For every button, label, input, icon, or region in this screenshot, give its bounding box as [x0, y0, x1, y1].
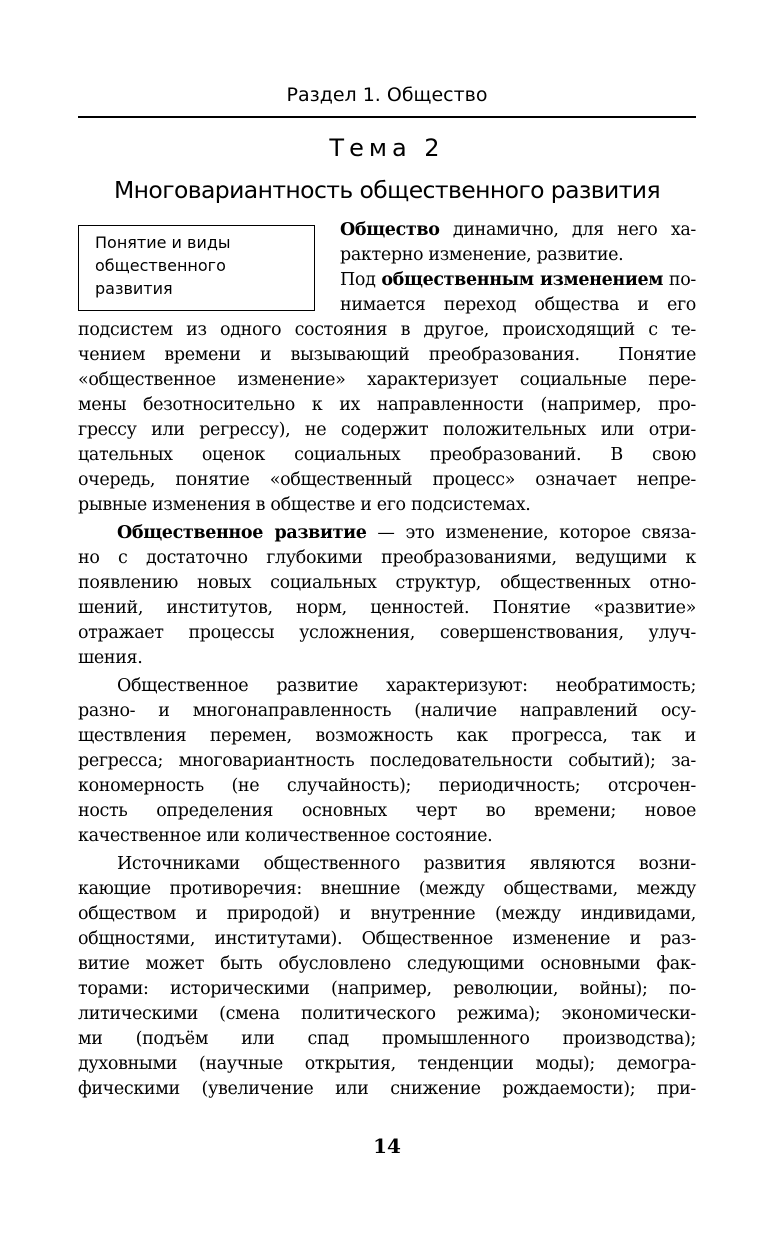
body-line: «общественное изменение» характеризует социальные пере- [78, 370, 696, 390]
bold-term: Общество [340, 220, 440, 240]
body-line: отражает процессы усложнения, совершенствования, улуч- [78, 623, 696, 643]
body-line: кономерность (не случайность); периодичность; отсрочен- [78, 776, 696, 796]
body-line [117, 521, 696, 545]
body-line: появлению новых социальных структур, общественных отно- [78, 573, 696, 593]
body-line: но с достаточно глубокими преобразованиями, ведущими к [78, 548, 696, 568]
body-line: ществления перемен, возможность как прогресса, так и [78, 726, 696, 746]
header-rule [78, 116, 696, 118]
body-line: ми (подъём или спад промышленного производства); [78, 1029, 696, 1049]
body-line: витие может быть обусловлено следующими основными фак- [78, 954, 696, 974]
body-line: цательных оценок социальных преобразований. В свою [78, 445, 696, 465]
body-line: кающие противоречия: внешние (между обществами, между [78, 879, 696, 899]
body-line: общностями, институтами). Общественное изменение и раз- [78, 929, 696, 949]
body-line: шений, институтов, норм, ценностей. Понятие «развитие» [78, 598, 696, 618]
body-line: Общественное развитие характеризуют: необратимость; [117, 676, 696, 696]
body-line: нимается переход общества и его [340, 295, 696, 315]
margin-note-line: развития [95, 279, 173, 298]
body-line: очередь, понятие «общественный процесс» означает непре- [78, 470, 696, 490]
body-line: мены безотносительно к их направленности (например, про- [78, 395, 696, 415]
body-line: рывные изменения в обществе и его подсистемах. [78, 495, 531, 515]
bold-term: общественным изменением [381, 270, 664, 290]
body-line: литическими (смена политического режима); экономически- [78, 1004, 696, 1024]
body-line: грессу или регрессу), не содержит положительных или отри- [78, 420, 696, 440]
body-line: подсистем из одного состояния в другое, происходящий с те- [78, 320, 696, 340]
body-line: Источниками общественного развития являются возни- [117, 854, 696, 874]
page-number: 14 [373, 1134, 401, 1158]
body-line: обществом и природой) и внутренние (между индивидами, [78, 904, 696, 924]
topic-number: Тема 2 [329, 134, 445, 162]
body-line: торами: историческими (например, революции, войны); по- [78, 979, 696, 999]
body-text: — это изменение, которое связа- [366, 523, 696, 543]
body-line: духовными (научные открытия, тенденции моды); демогра- [78, 1054, 696, 1074]
margin-note-line: Понятие и виды [95, 233, 231, 252]
body-line: шения. [78, 648, 143, 668]
topic-title: Многовариантность общественного развития [113, 176, 661, 204]
body-line [340, 218, 696, 242]
body-line: регресса; многовариантность последовательности событий); за- [78, 751, 696, 771]
margin-note-box [78, 225, 315, 311]
body-line: разно- и многонаправленность (наличие направлений осу- [78, 701, 696, 721]
body-line: ность определения основных черт во времени; новое [78, 801, 696, 821]
body-line: качественное или количественное состояние. [78, 826, 493, 846]
body-line: фическими (увеличение или снижение рождаемости); при- [78, 1079, 696, 1099]
bold-term: Общественное развитие [117, 523, 367, 543]
body-line: чением времени и вызывающий преобразования. Понятие [78, 345, 696, 365]
running-head: Раздел 1. Общество [286, 84, 488, 106]
body-line: рактерно изменение, развитие. [340, 245, 624, 265]
body-text: по- [663, 270, 696, 290]
margin-note-line: общественного [95, 256, 226, 275]
body-text: динамично, для него ха- [439, 220, 696, 240]
body-line [340, 268, 696, 292]
body-text: Под [340, 270, 382, 290]
